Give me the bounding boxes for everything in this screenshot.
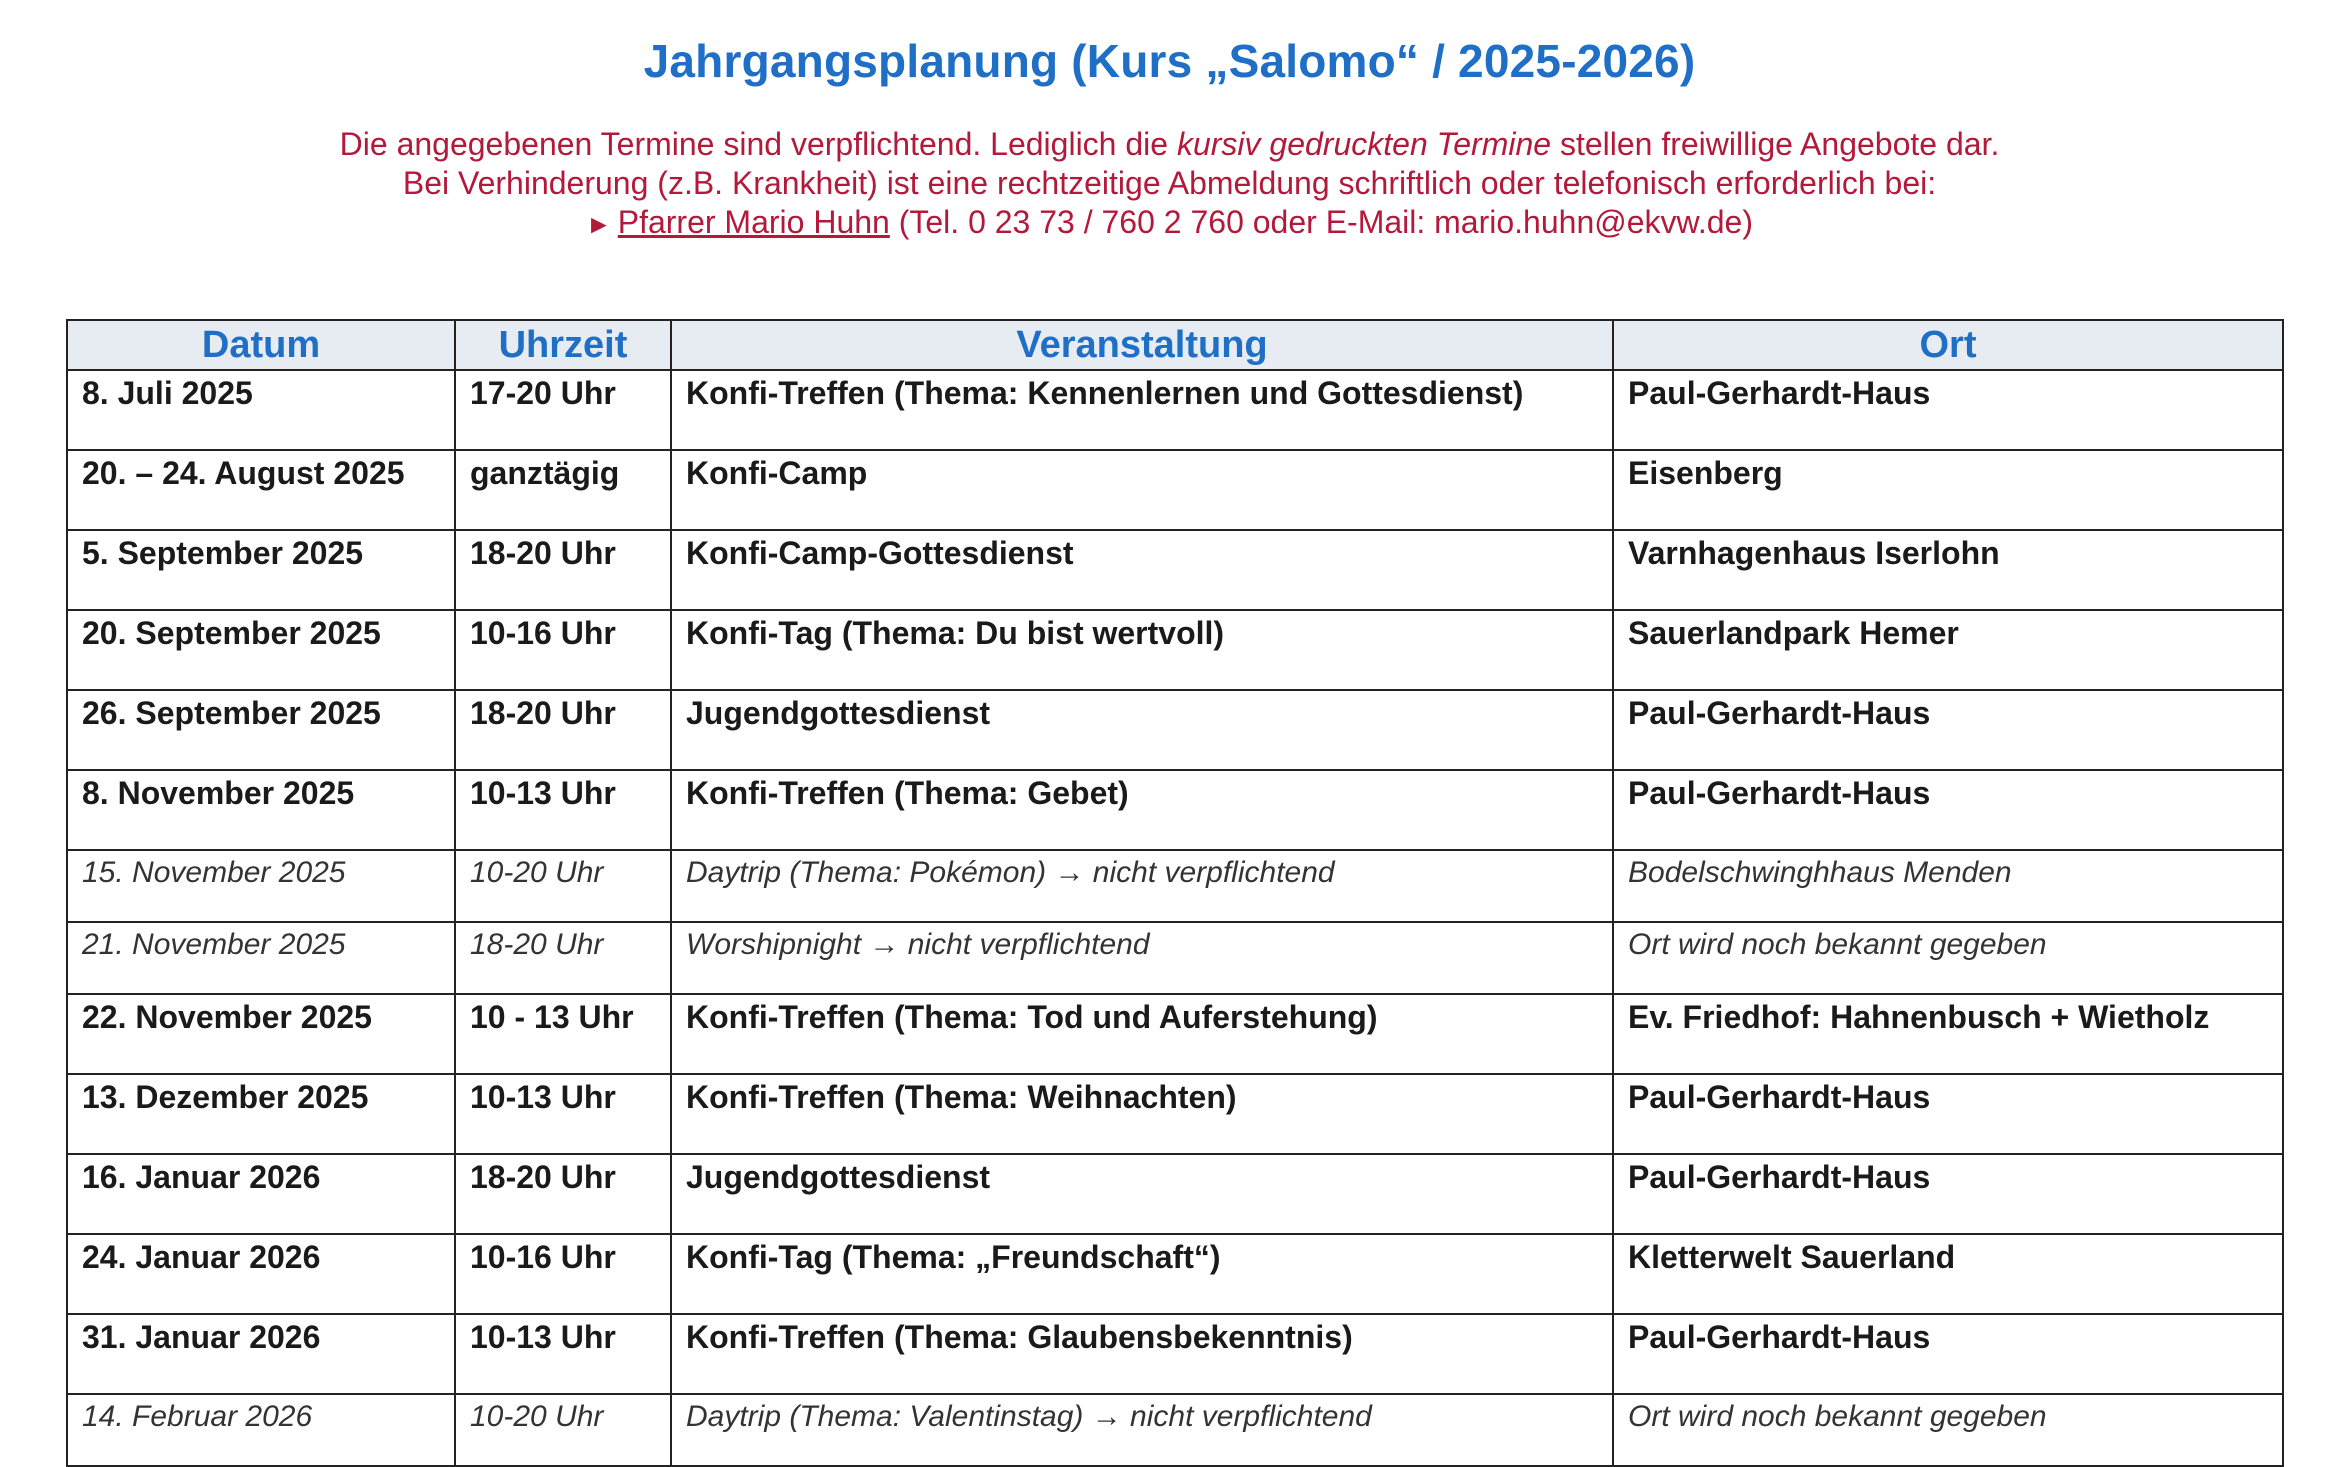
cell-time: 10-16 Uhr (455, 610, 671, 690)
cell-place: Bodelschwinghhaus Menden (1613, 850, 2283, 922)
cell-event: Konfi-Treffen (Thema: Glaubensbekenntnis) (671, 1314, 1613, 1394)
cell-place: Ort wird noch bekannt gegeben (1613, 1394, 2283, 1466)
cell-time: 18-20 Uhr (455, 690, 671, 770)
cell-event: Konfi-Tag (Thema: „Freundschaft“) (671, 1234, 1613, 1314)
schedule-table (66, 319, 2284, 1467)
contact-name-link[interactable]: Pfarrer Mario Huhn (617, 204, 890, 240)
page-title: Jahrgangsplanung (Kurs „Salomo“ / 2025-2026) (643, 35, 1696, 87)
triangle-right-icon: ► (586, 209, 612, 239)
cell-event: Konfi-Treffen (Thema: Kennenlernen und Gottesdienst) (671, 370, 1613, 450)
notice-text-1: Die angegebenen Termine sind verpflichtend. Lediglich die (339, 126, 1177, 162)
table-row (67, 1154, 2283, 1234)
contact-line (0, 202, 2339, 244)
cell-event: Konfi-Treffen (Thema: Weihnachten) (671, 1074, 1613, 1154)
notice-mandatory (0, 124, 2339, 164)
cell-time: 10-13 Uhr (455, 1314, 671, 1394)
schedule-body (67, 370, 2283, 1466)
cell-event: Konfi-Camp (671, 450, 1613, 530)
table-row (67, 370, 2283, 450)
cell-date: 20. – 24. August 2025 (67, 450, 455, 530)
cell-date: 24. Januar 2026 (67, 1234, 455, 1314)
cell-time: 10-20 Uhr (455, 850, 671, 922)
cell-place: Eisenberg (1613, 450, 2283, 530)
table-row (67, 450, 2283, 530)
cell-time: ganztägig (455, 450, 671, 530)
cell-place: Varnhagenhaus Iserlohn (1613, 530, 2283, 610)
table-row (67, 1074, 2283, 1154)
cell-place: Paul-Gerhardt-Haus (1613, 1074, 2283, 1154)
table-row (67, 610, 2283, 690)
cell-time: 10-16 Uhr (455, 1234, 671, 1314)
table-row (67, 850, 2283, 922)
column-header-place: Ort (1613, 320, 2283, 370)
cell-time: 10-20 Uhr (455, 1394, 671, 1466)
cell-place: Paul-Gerhardt-Haus (1613, 370, 2283, 450)
cell-time: 10-13 Uhr (455, 1074, 671, 1154)
cell-date: 13. Dezember 2025 (67, 1074, 455, 1154)
cell-event: Konfi-Tag (Thema: Du bist wertvoll) (671, 610, 1613, 690)
cell-date: 31. Januar 2026 (67, 1314, 455, 1394)
cell-place: Ev. Friedhof: Hahnenbusch + Wietholz (1613, 994, 2283, 1074)
table-row (67, 770, 2283, 850)
cell-date: 8. Juli 2025 (67, 370, 455, 450)
column-header-date: Datum (67, 320, 455, 370)
cell-event: Konfi-Treffen (Thema: Gebet) (671, 770, 1613, 850)
cell-event: Daytrip (Thema: Valentinstag) → nicht verpflichtend (671, 1394, 1613, 1466)
notice-text-2: stellen freiwillige Angebote dar. (1551, 126, 2000, 162)
cell-date: 14. Februar 2026 (67, 1394, 455, 1466)
cell-date: 21. November 2025 (67, 922, 455, 994)
table-row (67, 690, 2283, 770)
table-header-row (67, 320, 2283, 370)
cell-date: 5. September 2025 (67, 530, 455, 610)
table-row (67, 1394, 2283, 1466)
cell-time: 18-20 Uhr (455, 530, 671, 610)
cell-date: 16. Januar 2026 (67, 1154, 455, 1234)
cell-event: Jugendgottesdienst (671, 690, 1613, 770)
cell-place: Paul-Gerhardt-Haus (1613, 1154, 2283, 1234)
cell-place: Kletterwelt Sauerland (1613, 1234, 2283, 1314)
table-row (67, 530, 2283, 610)
cell-event: Konfi-Camp-Gottesdienst (671, 530, 1613, 610)
cell-event: Worshipnight → nicht verpflichtend (671, 922, 1613, 994)
cell-date: 15. November 2025 (67, 850, 455, 922)
cell-time: 10 - 13 Uhr (455, 994, 671, 1074)
table-row (67, 994, 2283, 1074)
cell-date: 26. September 2025 (67, 690, 455, 770)
table-row (67, 1314, 2283, 1394)
cell-place: Paul-Gerhardt-Haus (1613, 770, 2283, 850)
cell-time: 17-20 Uhr (455, 370, 671, 450)
cell-time: 18-20 Uhr (455, 1154, 671, 1234)
column-header-event: Veranstaltung (671, 320, 1613, 370)
notice-italic-text: kursiv gedruckten Termine (1176, 126, 1552, 162)
table-row (67, 922, 2283, 994)
cell-place: Ort wird noch bekannt gegeben (1613, 922, 2283, 994)
cell-place: Paul-Gerhardt-Haus (1613, 1314, 2283, 1394)
cell-event: Daytrip (Thema: Pokémon) → nicht verpflichtend (671, 850, 1613, 922)
contact-details: (Tel. 0 23 73 / 760 2 760 oder E-Mail: mario.huhn@ekvw.de) (889, 204, 1753, 240)
table-row (67, 1234, 2283, 1314)
cell-date: 8. November 2025 (67, 770, 455, 850)
cell-place: Sauerlandpark Hemer (1613, 610, 2283, 690)
cell-event: Konfi-Treffen (Thema: Tod und Auferstehung) (671, 994, 1613, 1074)
cell-event: Jugendgottesdienst (671, 1154, 1613, 1234)
cell-time: 18-20 Uhr (455, 922, 671, 994)
cell-place: Paul-Gerhardt-Haus (1613, 690, 2283, 770)
cell-time: 10-13 Uhr (455, 770, 671, 850)
cell-date: 20. September 2025 (67, 610, 455, 690)
column-header-time: Uhrzeit (455, 320, 671, 370)
cell-date: 22. November 2025 (67, 994, 455, 1074)
notice-absence: Bei Verhinderung (z.B. Krankheit) ist eine rechtzeitige Abmeldung schriftlich oder telefonisch erforderlich bei: (402, 165, 1937, 201)
